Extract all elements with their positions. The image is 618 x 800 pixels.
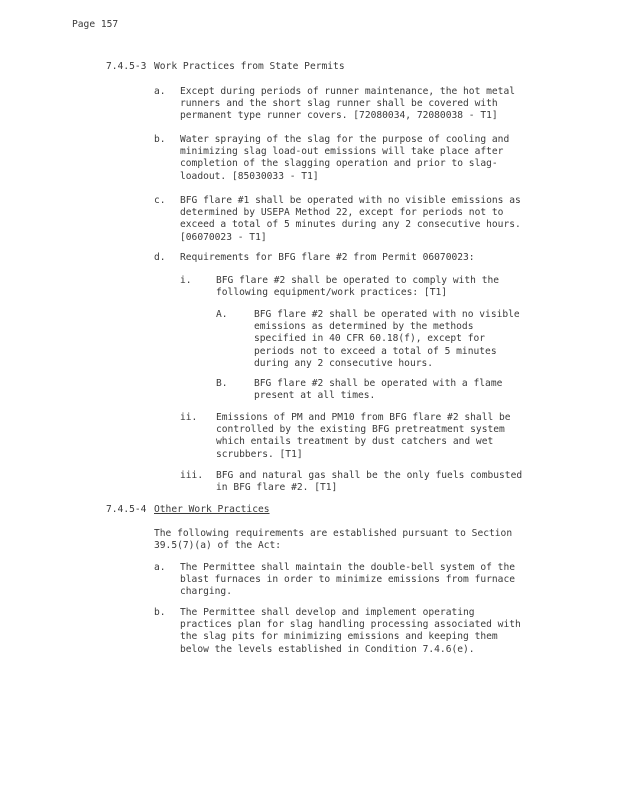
section-title: Work Practices from State Permits (154, 61, 345, 72)
item-label: b. (154, 607, 166, 618)
subitem-label: ii. (180, 412, 198, 423)
item-text: BFG flare #1 shall be operated with no visible emissions as determined by USEPA Method 22, except for periods not to exceed a total of 5 minutes during any 2 consecutive hours. [06070023 - T1] (180, 195, 521, 243)
item-text: The Permittee shall maintain the double-bell system of the blast furnaces in order to minimize emissions from furnace charging. (180, 562, 516, 598)
item-label: a. (154, 86, 166, 97)
item-label: b. (154, 134, 166, 145)
section-title: Other Work Practices (154, 504, 270, 515)
item-label: c. (154, 195, 166, 206)
subitem-text: BFG and natural gas shall be the only fuels combusted in BFG flare #2. [T1] (216, 470, 523, 494)
subitem-label: i. (180, 275, 192, 286)
item-text: Except during periods of runner maintenance, the hot metal runners and the short slag runner shall be covered with permanent type runner covers. [72080034, 72080038 - T1] (180, 86, 516, 122)
item-label: d. (154, 252, 166, 263)
section-number: 7.4.5-3 (106, 61, 147, 72)
item-text: Requirements for BFG flare #2 from Permit 06070023: (180, 252, 475, 263)
clause-text: BFG flare #2 shall be operated with no visible emissions as determined by the methods specified in 40 CFR 60.18(f), except for periods not to exceed a total of 5 minutes during any 2 consecutive hours. (254, 309, 520, 369)
item-text: The Permittee shall develop and implement operating practices plan for slag handling processing associated with the slag pits for minimizing emissions and keeping them below the levels established in Condition 7.4.6(e). (180, 607, 521, 655)
subitem-text: Emissions of PM and PM10 from BFG flare #2 shall be controlled by the existing BFG pretreatment system which entails treatment by dust catchers and wet scrubbers. [T1] (216, 412, 511, 460)
clause-text: BFG flare #2 shall be operated with a flame present at all times. (254, 378, 503, 402)
section-number: 7.4.5-4 (106, 504, 147, 515)
item-text: Water spraying of the slag for the purpose of cooling and minimizing slag load-out emissions will take place after completion of the slagging operation and prior to slag- loadout. [85030033 - T1] (180, 134, 510, 182)
subitem-label: iii. (180, 470, 204, 481)
item-label: a. (154, 562, 166, 573)
clause-label: A. (216, 309, 228, 320)
clause-label: B. (216, 378, 228, 389)
page-number: Page 157 (72, 19, 119, 30)
section-intro: The following requirements are established pursuant to Section 39.5(7)(a) of the Act: (154, 528, 513, 552)
subitem-text: BFG flare #2 shall be operated to comply with the following equipment/work practices: [T1] (216, 275, 500, 299)
